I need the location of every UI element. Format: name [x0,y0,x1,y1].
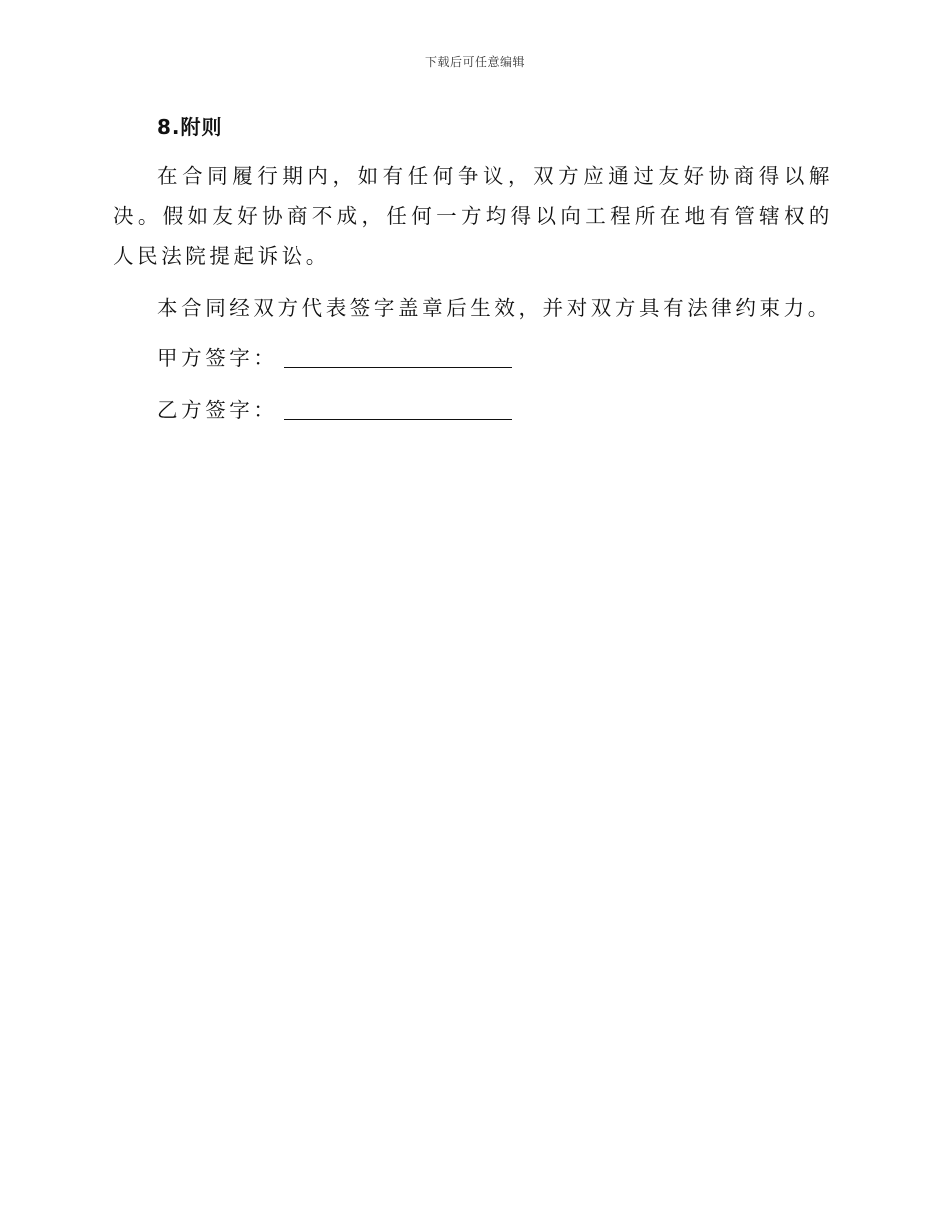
party-a-signature-line [284,367,512,368]
party-a-signature-label: 甲方签字： [157,346,278,370]
party-b-signature-label: 乙方签字： [157,398,278,422]
party-b-signature-line [284,419,512,420]
effectiveness-paragraph: 本合同经双方代表签字盖章后生效，并对双方具有法律约束力。 [157,296,832,320]
party-a-signature-row [157,338,833,378]
party-b-signature-row [157,390,833,430]
section-title: 8.附则 [157,115,223,139]
document-body [113,110,833,442]
dispute-resolution-paragraph: 在合同履行期内，如有任何争议，双方应通过友好协商得以解决。假如友好协商不成，任何一方均得以向工程所在地有管辖权的人民法院提起诉讼。 [113,164,833,268]
page-header: 下载后可任意编辑 [424,55,525,69]
